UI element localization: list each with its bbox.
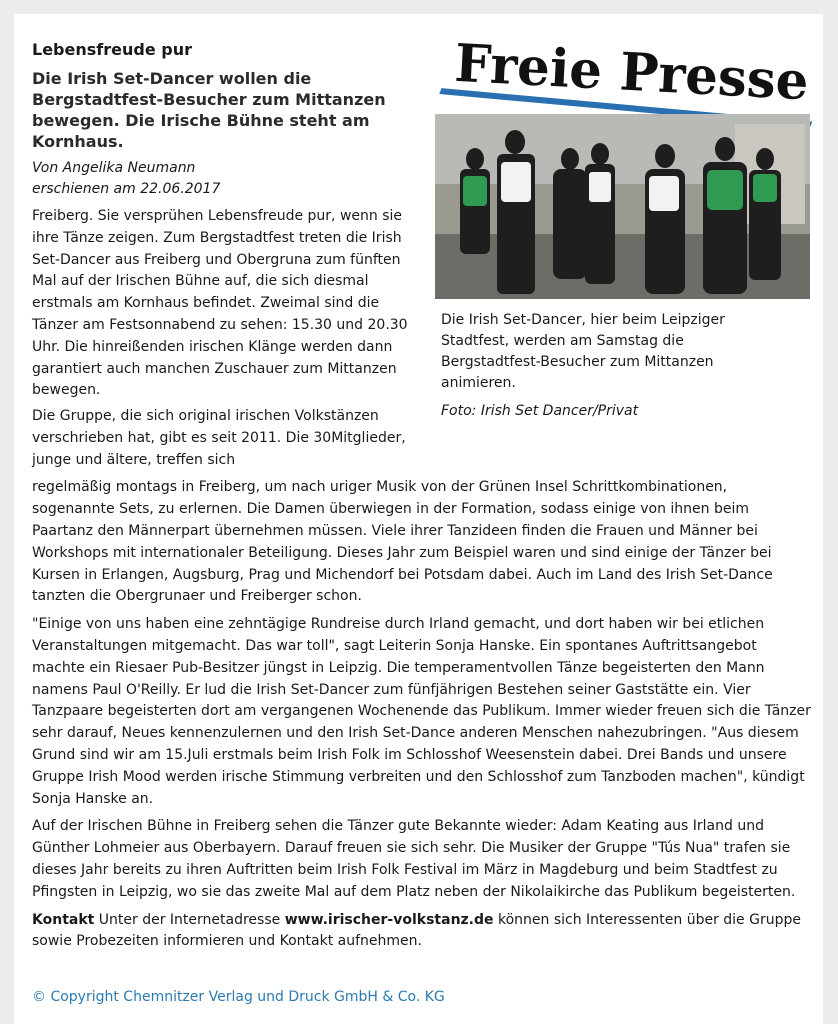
contact-url[interactable]: www.irischer-volkstanz.de: [284, 911, 494, 928]
publish-date: erschienen am 22.06.2017: [32, 181, 221, 197]
byline: [32, 158, 412, 200]
article-page: [14, 14, 823, 1024]
kicker: Lebensfreude pur: [32, 40, 192, 59]
photo-credit: Foto: Irish Set Dancer/Privat: [441, 403, 639, 419]
headline: Die Irish Set-Dancer wollen die Bergstadtfest-Besucher zum Mittanzen bewegen. Die Irische Bühne steht am Kornhaus.: [32, 69, 386, 151]
author: Von Angelika Neumann: [32, 160, 196, 176]
paragraph-2-start: Die Gruppe, die sich original irischen Volkstänzen verschrieben hat, gibt es seit 2011. Die 30Mitglieder, junge und ältere, treffen sich: [32, 408, 406, 468]
photo-caption: Die Irish Set-Dancer, hier beim Leipziger Stadtfest, werden am Samstag die Bergstadtfest-Besucher zum Mittanzen animieren.: [441, 312, 725, 391]
paragraph-1: Freiberg. Sie versprühen Lebensfreude pur, wenn sie ihre Tänze zeigen. Zum Bergstadtfest treten die Irish Set-Dancer aus Freiberg und Obergruna zum fünften Mal auf der Irischen Bühne auf, die sich diesmal erstmals am Kornhaus befindet. Zweimal sind die Tänzer am Festsonnabend zu sehen: 15.30 und 20.30 Uhr. Die hinreißenden irischen Klänge werden dann garantiert auch manchen Zuschauer zum Mittanzen bewegen.: [32, 208, 408, 399]
contact-label: Kontakt: [32, 911, 95, 928]
contact-text-b: können sich Interessenten über die Gruppe sowie Probezeiten informieren und Kontakt aufnehmen.: [32, 911, 801, 950]
paragraph-4: Auf der Irischen Bühne in Freiberg sehen die Tänzer gute Bekannte wieder: Adam Keating aus Irland und Günther Lohmeier aus Oberbayern. Darauf freuen sie sich sehr. Die Musiker der Gruppe "Tús Nua" trafen sie dieses Jahr bereits zu ihren Auftritten beim Irish Folk Festival im März in Magdeburg und beim Stadtfest zu Pfingsten in Leipzig, wo sie das zweite Mal auf dem Platz neben der Nikolaikirche das Publikum begeisterten.: [32, 818, 796, 900]
paragraph-3: "Einige von uns haben eine zehntägige Rundreise durch Irland gemacht, und dort haben wir bei etlichen Veranstaltungen mitgemacht. Das war toll", sagt Leiterin Sonja Hanske. Ein spontanes Auftrittsangebot machte ein Riesaer Pub-Besitzer jüngst in Leipzig. Die temperamentvollen Tänze begeisterten den Mann namens Paul O'Reilly. Er lud die Irish Set-Dancer zum fünfjährigen Bestehen seiner Gaststätte ein. Vier Tanzpaare begeisterten dort am vergangenen Wochenende das Publikum. Immer wieder freuen sich die Tänzer sehr darauf, Neues kennenzulernen und den Irish Set-Dance anderen Menschen nahezubringen. "Aus diesem Grund sind wir am 15.Juli erstmals beim Irish Folk im Schlosshof Weesenstein dabei. Drei Bands und unsere Gruppe Irish Mood werden irische Stimmung verbreiten und den Schlosshof zum Tanzboden machen", kündigt Sonja Hanske an.: [32, 616, 811, 807]
article-photo: [435, 114, 810, 299]
article-body: [32, 406, 814, 959]
logo-text: Freie Presse: [453, 32, 815, 113]
contact-text-a: Unter der Internetadresse: [94, 911, 285, 928]
paragraph-2-continued: regelmäßig montags in Freiberg, um nach uriger Musik von der Grünen Insel Schrittkombinationen, sogenannte Sets, zu erlernen. Die Damen überwiegen in der Formation, sodass einige von ihnen beim Paartanz den Männerpart übernehmen müssen. Viele ihrer Tanzideen finden die Frauen und Männer bei Workshops mit internationaler Beteiligung. Dieses Jahr zum Beispiel waren und sind einige der Tänzer bei Kursen in Erlangen, Augsburg, Prag und Michendorf bei Potsdam dabei. Auch im Land des Irish Set-Dance tanzten die Obergrunaer und Freiberger schon.: [32, 479, 773, 605]
contact-paragraph: [32, 910, 814, 954]
copyright-link[interactable]: © Copyright Chemnitzer Verlag und Druck GmbH & Co. KG: [32, 989, 445, 1005]
